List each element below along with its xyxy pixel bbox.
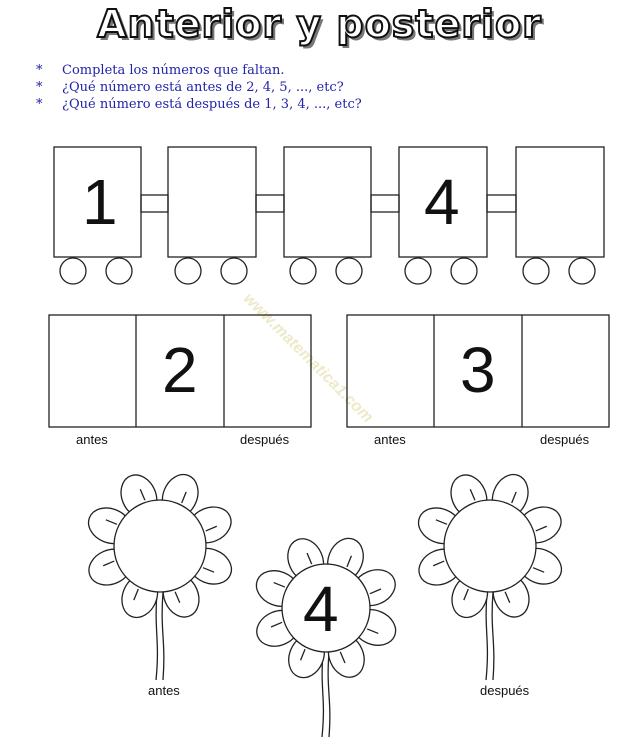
- instruction-text: ¿Qué número está antes de 2, 4, 5, ..., etc?: [62, 80, 344, 95]
- flower-center: [114, 500, 206, 592]
- train-connectors: [141, 195, 516, 212]
- train-car: [516, 147, 604, 257]
- train-cars: [54, 147, 604, 257]
- flower-center: [444, 500, 536, 592]
- train-car-number: 1: [82, 166, 118, 238]
- instruction-text: ¿Qué número está después de 1, 3, 4, ..., etc?: [62, 97, 362, 112]
- flower-stem: [156, 592, 164, 680]
- flower: [413, 469, 567, 680]
- after-label: después: [480, 683, 530, 698]
- train-car: [168, 147, 256, 257]
- train-car: [284, 147, 371, 257]
- flower-stem: [322, 652, 330, 737]
- bullet: *: [36, 80, 43, 95]
- before-label: antes: [76, 432, 108, 447]
- worksheet-title: Anterior y posterior: [97, 2, 542, 46]
- after-label: después: [540, 432, 590, 447]
- watermark: www.matematica1.com: [239, 290, 377, 427]
- before-label: antes: [148, 683, 180, 698]
- after-label: después: [240, 432, 290, 447]
- flower-center-number: 4: [303, 573, 339, 645]
- flower-stem: [486, 592, 494, 680]
- before-label: antes: [374, 432, 406, 447]
- train-car-number: 4: [424, 166, 460, 238]
- bullet: *: [36, 97, 43, 112]
- box-number: 2: [162, 334, 198, 406]
- instruction-text: Completa los números que faltan.: [62, 63, 285, 78]
- bullet: *: [36, 63, 43, 78]
- train-wheels: [60, 258, 595, 284]
- number-box-groups: [49, 315, 609, 427]
- flower: [83, 469, 237, 680]
- box-number: 3: [460, 334, 496, 406]
